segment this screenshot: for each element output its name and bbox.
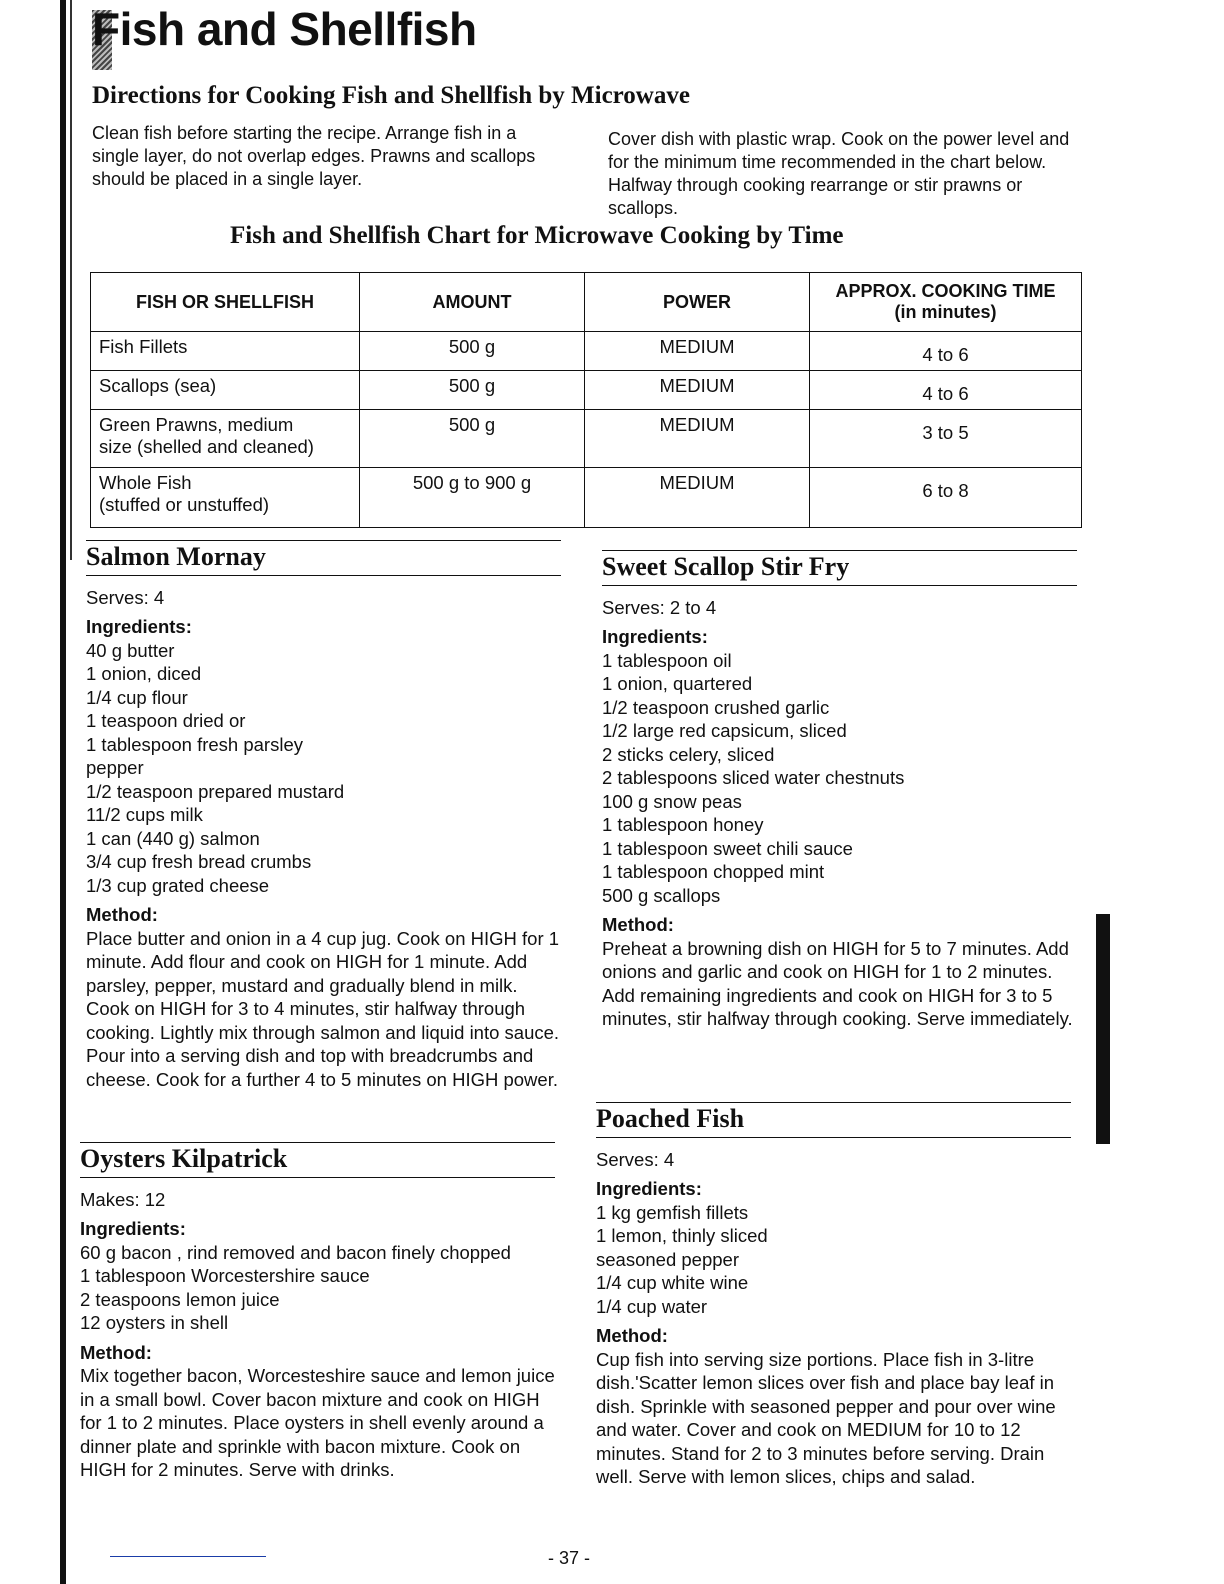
cell-power: MEDIUM bbox=[585, 332, 810, 371]
list-item: 1/2 teaspoon crushed garlic bbox=[602, 696, 830, 718]
list-item: 1 tablespoon sweet chili sauce bbox=[602, 837, 853, 859]
list-item: seasoned pepper bbox=[596, 1248, 739, 1270]
cell-amount: 500 g bbox=[360, 410, 585, 468]
method-label: Method: bbox=[602, 914, 674, 935]
recipe-salmon-mornay bbox=[86, 540, 561, 1091]
list-item: 1 tablespoon chopped mint bbox=[602, 861, 825, 882]
fish-name-detail: size (shelled and cleaned) bbox=[99, 436, 314, 457]
list-item: 1 tablespoon honey bbox=[602, 814, 764, 835]
list-item: 1 teaspoon dried or bbox=[86, 710, 246, 731]
recipe-oysters-kilpatrick bbox=[80, 1142, 555, 1482]
recipe-serves: Makes: 12 bbox=[80, 1188, 166, 1210]
list-item: 40 g butter bbox=[86, 639, 175, 661]
footer-line bbox=[110, 1556, 266, 1557]
ingredients-list bbox=[86, 639, 561, 898]
cell-time: 6 to 8 bbox=[810, 468, 1082, 528]
method-text: Preheat a browning dish on HIGH for 5 to 7 minutes. Add onions and garlic and cook on HIGH for 1 to 2 minutes. Add remaining ingredients and cook on HIGH for 3 to 5 minutes, stir halfway through cooking. Serve immediately. bbox=[602, 937, 1073, 1029]
cell-fish bbox=[91, 371, 360, 410]
header-time-line2: (in minutes) bbox=[894, 302, 997, 322]
list-item: 11/2 cups milk bbox=[86, 804, 203, 825]
directions-left-text: Clean fish before starting the recipe. Arrange fish in a single layer, do not overlap edges. Prawns and scallops should be placed in a single layer. bbox=[92, 123, 536, 189]
cell-fish bbox=[91, 332, 360, 371]
cooking-chart-table bbox=[90, 272, 1082, 528]
list-item: 1/4 cup water bbox=[596, 1295, 708, 1317]
ingredients-label: Ingredients: bbox=[86, 616, 192, 637]
cell-amount: 500 g bbox=[360, 332, 585, 371]
recipe-title: Oysters Kilpatrick bbox=[80, 1142, 555, 1178]
header-time bbox=[810, 273, 1082, 332]
table-row bbox=[91, 468, 1082, 528]
recipe-serves: Serves: 4 bbox=[596, 1148, 675, 1170]
ingredients-label: Ingredients: bbox=[596, 1178, 702, 1199]
method-label: Method: bbox=[596, 1325, 668, 1346]
directions-heading: Directions for Cooking Fish and Shellfish by Microwave bbox=[92, 82, 690, 109]
directions-right-text: Cover dish with plastic wrap. Cook on the power level and for the minimum time recommended in the chart below. Halfway through cooking rearrange or stir prawns or scallops. bbox=[608, 129, 1070, 218]
table-header-row bbox=[91, 273, 1082, 332]
table-row bbox=[91, 332, 1082, 371]
fish-name-detail: (stuffed or unstuffed) bbox=[99, 494, 270, 515]
ingredients-list bbox=[596, 1201, 1071, 1319]
recipe-serves: Serves: 4 bbox=[86, 586, 165, 608]
chart-heading: Fish and Shellfish Chart for Microwave Cooking by Time bbox=[230, 222, 844, 249]
cell-time: 3 to 5 bbox=[810, 410, 1082, 468]
list-item: 1 tablespoon oil bbox=[602, 649, 732, 671]
fish-name: Fish Fillets bbox=[99, 336, 188, 357]
ingredients-label: Ingredients: bbox=[602, 626, 708, 647]
ingredients-list bbox=[602, 649, 1077, 908]
cell-power: MEDIUM bbox=[585, 371, 810, 410]
list-item: 1 onion, quartered bbox=[602, 673, 753, 694]
header-fish: FISH OR SHELLFISH bbox=[91, 273, 360, 332]
method-text: Mix together bacon, Worcesteshire sauce and lemon juice in a small bowl. Cover bacon mixture and cook on HIGH for 1 to 2 minutes. Place oysters in shell evenly around a dinner plate and sprinkle with bacon mixture. Cook on HIGH for 2 minutes. Serve with drinks. bbox=[80, 1365, 555, 1480]
list-item: 1 lemon, thinly sliced bbox=[596, 1225, 768, 1246]
table-row bbox=[91, 371, 1082, 410]
list-item: 1/4 cup white wine bbox=[596, 1272, 749, 1293]
list-item: 1/3 cup grated cheese bbox=[86, 874, 270, 896]
recipe-title: Poached Fish bbox=[596, 1102, 1071, 1138]
left-margin-bar-thin bbox=[70, 0, 72, 560]
cell-amount: 500 g bbox=[360, 371, 585, 410]
method-label: Method: bbox=[80, 1341, 152, 1363]
recipe-title: Salmon Mornay bbox=[86, 540, 561, 576]
ingredients-label: Ingredients: bbox=[80, 1218, 186, 1239]
list-item: 60 g bacon , rind removed and bacon finely chopped bbox=[80, 1241, 511, 1263]
cell-fish bbox=[91, 468, 360, 528]
right-edge-tab bbox=[1096, 914, 1110, 1144]
header-power: POWER bbox=[585, 273, 810, 332]
list-item: 2 tablespoons sliced water chestnuts bbox=[602, 767, 905, 788]
cell-power: MEDIUM bbox=[585, 468, 810, 528]
method-label: Method: bbox=[86, 904, 158, 925]
page-title: Fish and Shellfish bbox=[92, 3, 477, 55]
cell-amount: 500 g to 900 g bbox=[360, 468, 585, 528]
cell-power: MEDIUM bbox=[585, 410, 810, 468]
cell-time: 4 to 6 bbox=[810, 332, 1082, 371]
page-number: - 37 - bbox=[548, 1548, 591, 1568]
method-text: Cup fish into serving size portions. Place fish in 3-litre dish.'Scatter lemon slices over fish and place bay leaf in dish. Sprinkle with seasoned pepper and pour over wine and water. Cover and cook on MEDIUM for 10 to 12 minutes. Stand for 2 to 3 minutes before serving. Drain well. Serve with lemon slices, chips and salad. bbox=[596, 1348, 1056, 1487]
list-item: 1 kg gemfish fillets bbox=[596, 1201, 749, 1223]
list-item: 1 onion, diced bbox=[86, 663, 202, 684]
list-item: 1 tablespoon fresh parsley bbox=[86, 733, 303, 755]
list-item: 1 tablespoon Worcestershire sauce bbox=[80, 1265, 370, 1286]
cell-time: 4 to 6 bbox=[810, 371, 1082, 410]
list-item: 1 can (440 g) salmon bbox=[86, 827, 260, 849]
header-amount: AMOUNT bbox=[360, 273, 585, 332]
list-item: 3/4 cup fresh bread crumbs bbox=[86, 851, 312, 872]
list-item: 2 sticks celery, sliced bbox=[602, 743, 775, 765]
list-item: 100 g snow peas bbox=[602, 790, 742, 812]
recipe-sweet-scallop-stir-fry bbox=[602, 550, 1077, 1031]
list-item: 1/4 cup flour bbox=[86, 686, 188, 708]
left-margin-bar bbox=[60, 0, 66, 1584]
list-item: 500 g scallops bbox=[602, 884, 721, 906]
fish-name: Scallops (sea) bbox=[99, 375, 217, 396]
ingredients-list bbox=[80, 1241, 555, 1335]
list-item: 2 teaspoons lemon juice bbox=[80, 1288, 280, 1310]
list-item: 1/2 large red capsicum, sliced bbox=[602, 720, 847, 741]
list-item: 1/2 teaspoon prepared mustard bbox=[86, 780, 345, 802]
table-row bbox=[91, 410, 1082, 468]
recipe-serves: Serves: 2 to 4 bbox=[602, 596, 717, 618]
list-item: pepper bbox=[86, 757, 144, 778]
list-item: 12 oysters in shell bbox=[80, 1312, 229, 1333]
cell-fish bbox=[91, 410, 360, 468]
recipe-title: Sweet Scallop Stir Fry bbox=[602, 550, 1077, 586]
fish-name: Whole Fish bbox=[99, 472, 192, 493]
header-time-line1: APPROX. COOKING TIME bbox=[835, 281, 1056, 301]
fish-name: Green Prawns, medium bbox=[99, 414, 294, 435]
recipe-poached-fish bbox=[596, 1102, 1071, 1489]
method-text: Place butter and onion in a 4 cup jug. Cook on HIGH for 1 minute. Add flour and cook on HIGH for 1 minute. Add parsley, pepper, mustard and gradually blend in milk. Cook on HIGH for 3 to 4 minutes, stir halfway through cooking. Lightly mix through salmon and liquid into sauce. Pour into a serving dish and top with breadcrumbs and cheese. Cook for a further 4 to 5 minutes on HIGH power. bbox=[86, 927, 560, 1090]
